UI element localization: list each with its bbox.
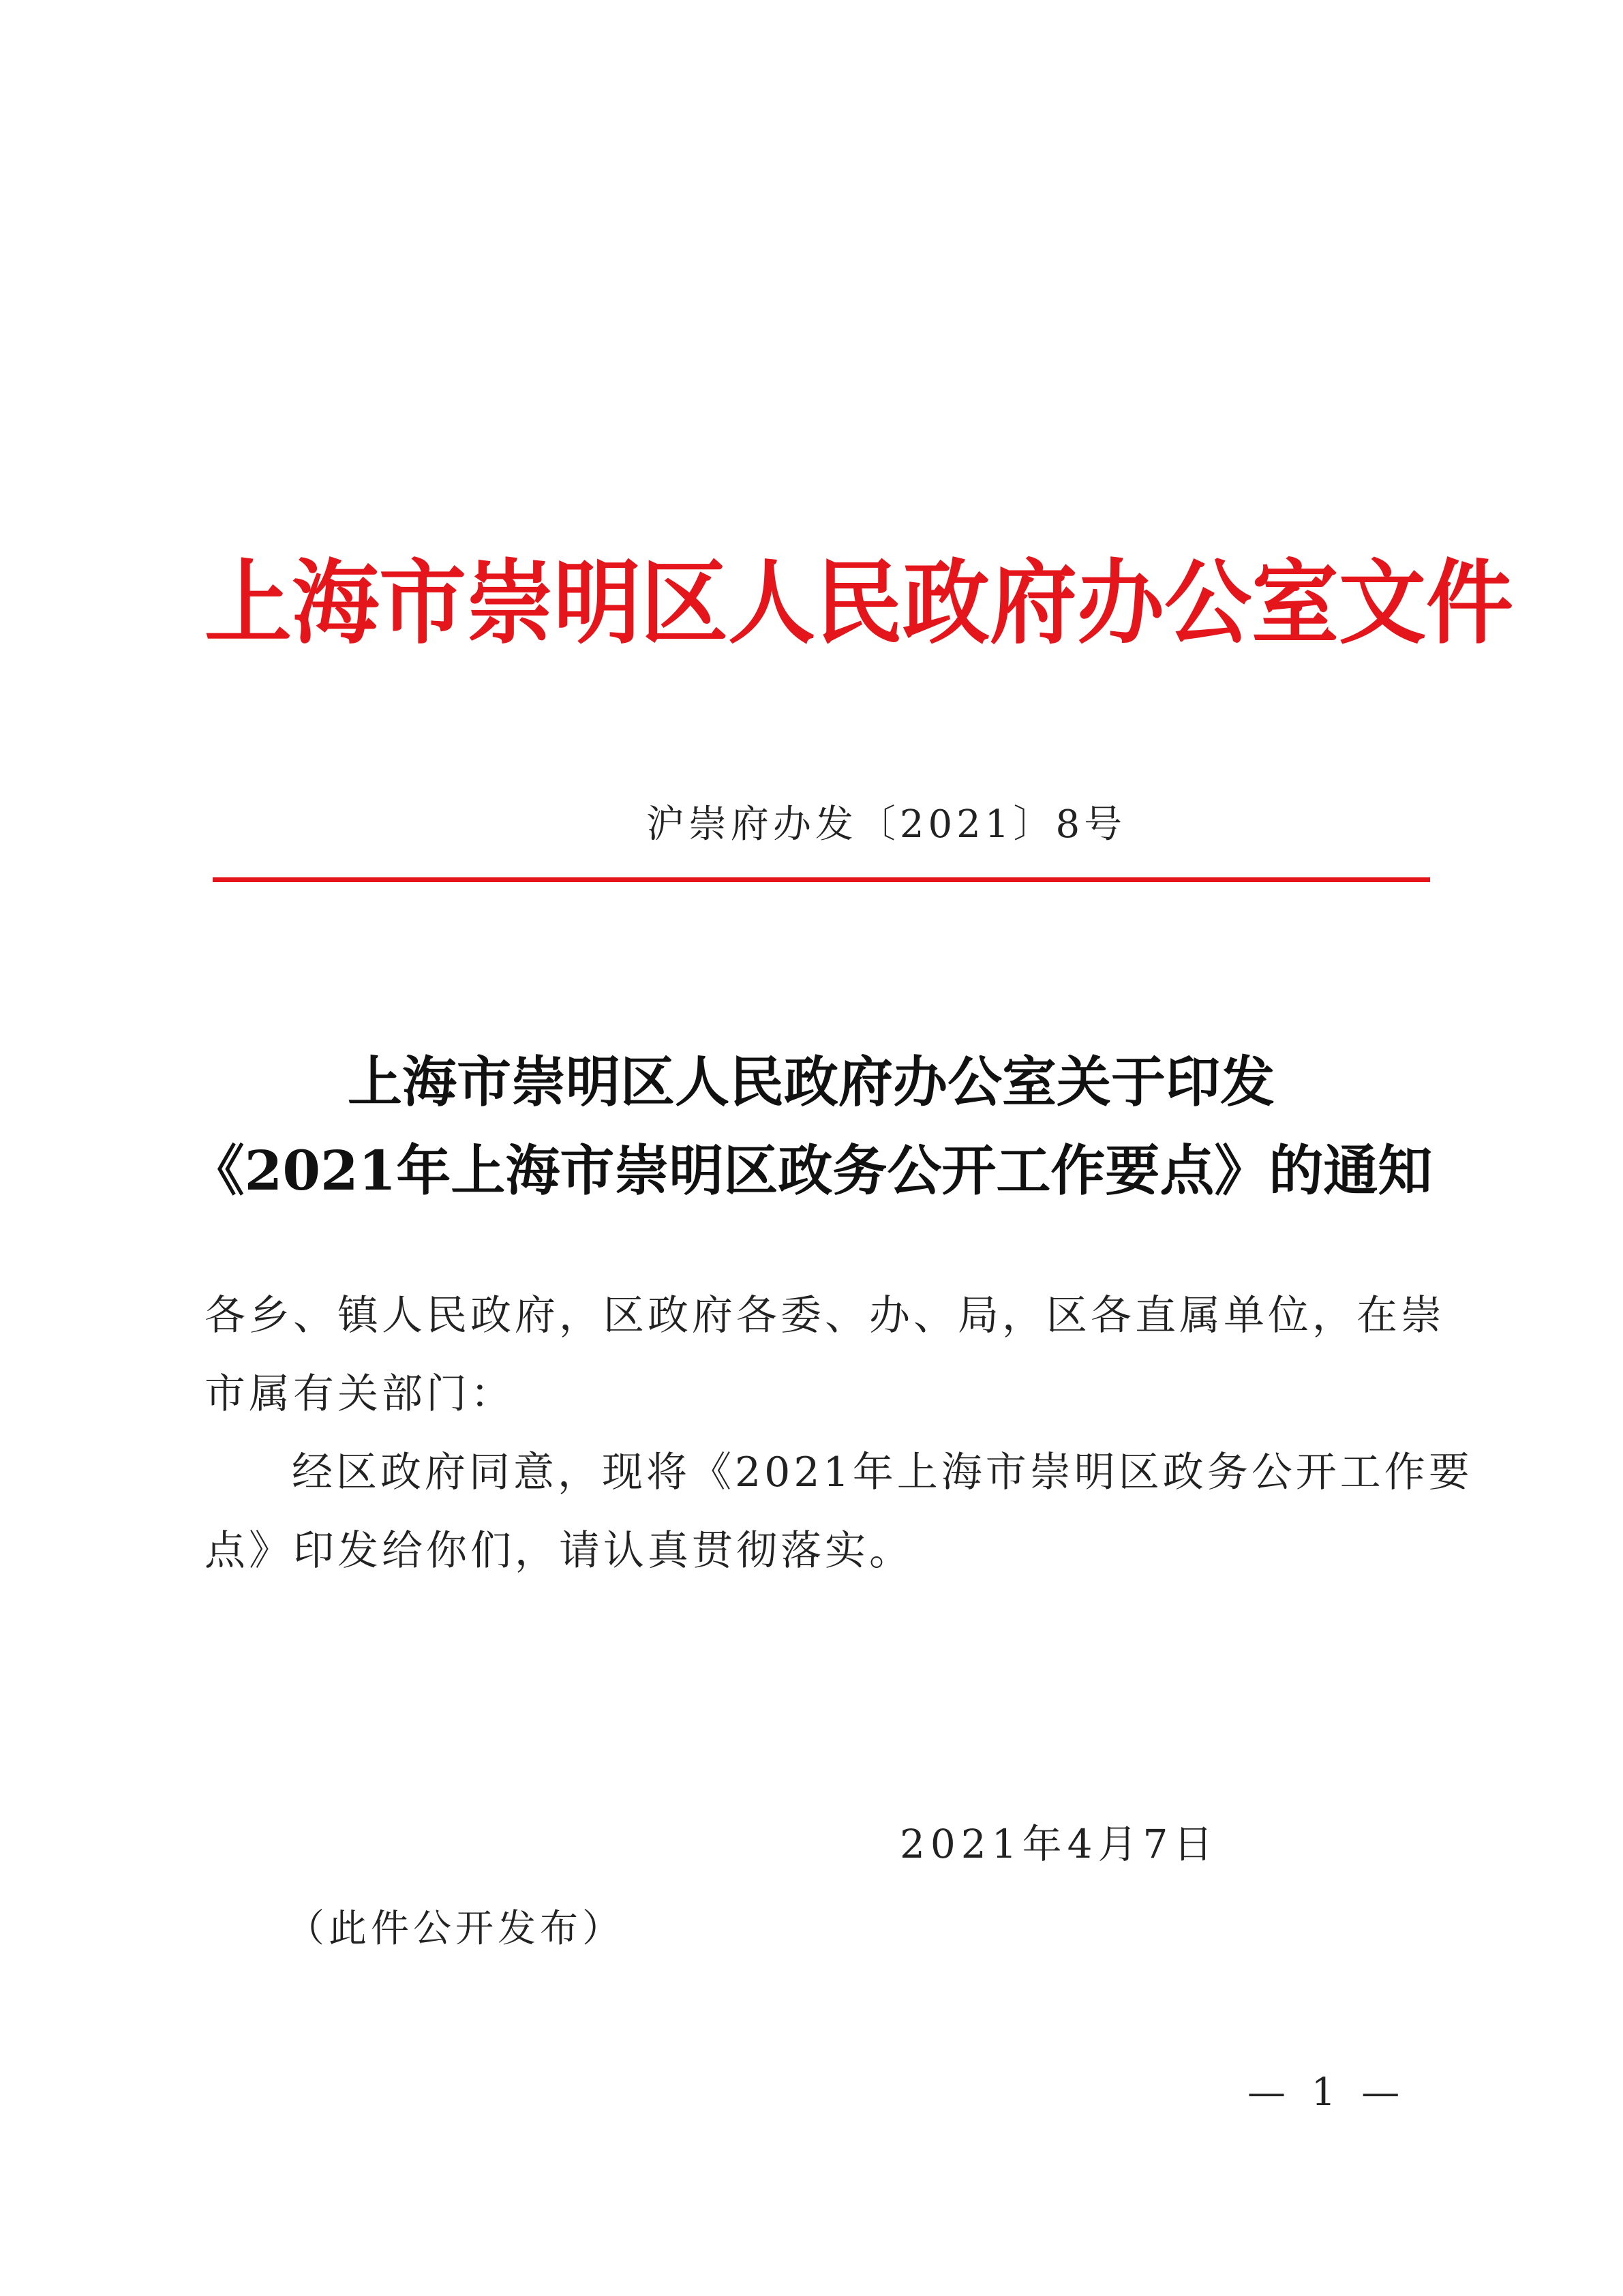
issue-date: 2021年4月7日 <box>900 1821 1219 1867</box>
document-number: 沪崇府办发〔2021〕8号 <box>646 802 1127 847</box>
page-number: — 1 — <box>1247 2070 1407 2115</box>
notice-title-line-2: 《2021年上海市崇明区政务公开工作要点》的通知 <box>189 1138 1433 1203</box>
publication-note: （此件公开发布） <box>286 1907 624 1951</box>
salutation-line-1: 各乡、镇人民政府，区政府各委、办、局，区各直属单位，在崇 <box>204 1292 1445 1340</box>
body-paragraph-line-1: 经区政府同意，现将《2021年上海市崇明区政务公开工作要 <box>292 1449 1473 1496</box>
body-paragraph-line-2: 点》印发给你们，请认真贯彻落实。 <box>204 1527 913 1575</box>
salutation-line-2: 市属有关部门： <box>204 1370 515 1418</box>
document-masthead: 上海市崇明区人民政府办公室文件 <box>204 549 1514 657</box>
red-divider-rule <box>213 877 1430 882</box>
notice-title-line-1: 上海市崇明区人民政府办公室关于印发 <box>348 1050 1275 1114</box>
